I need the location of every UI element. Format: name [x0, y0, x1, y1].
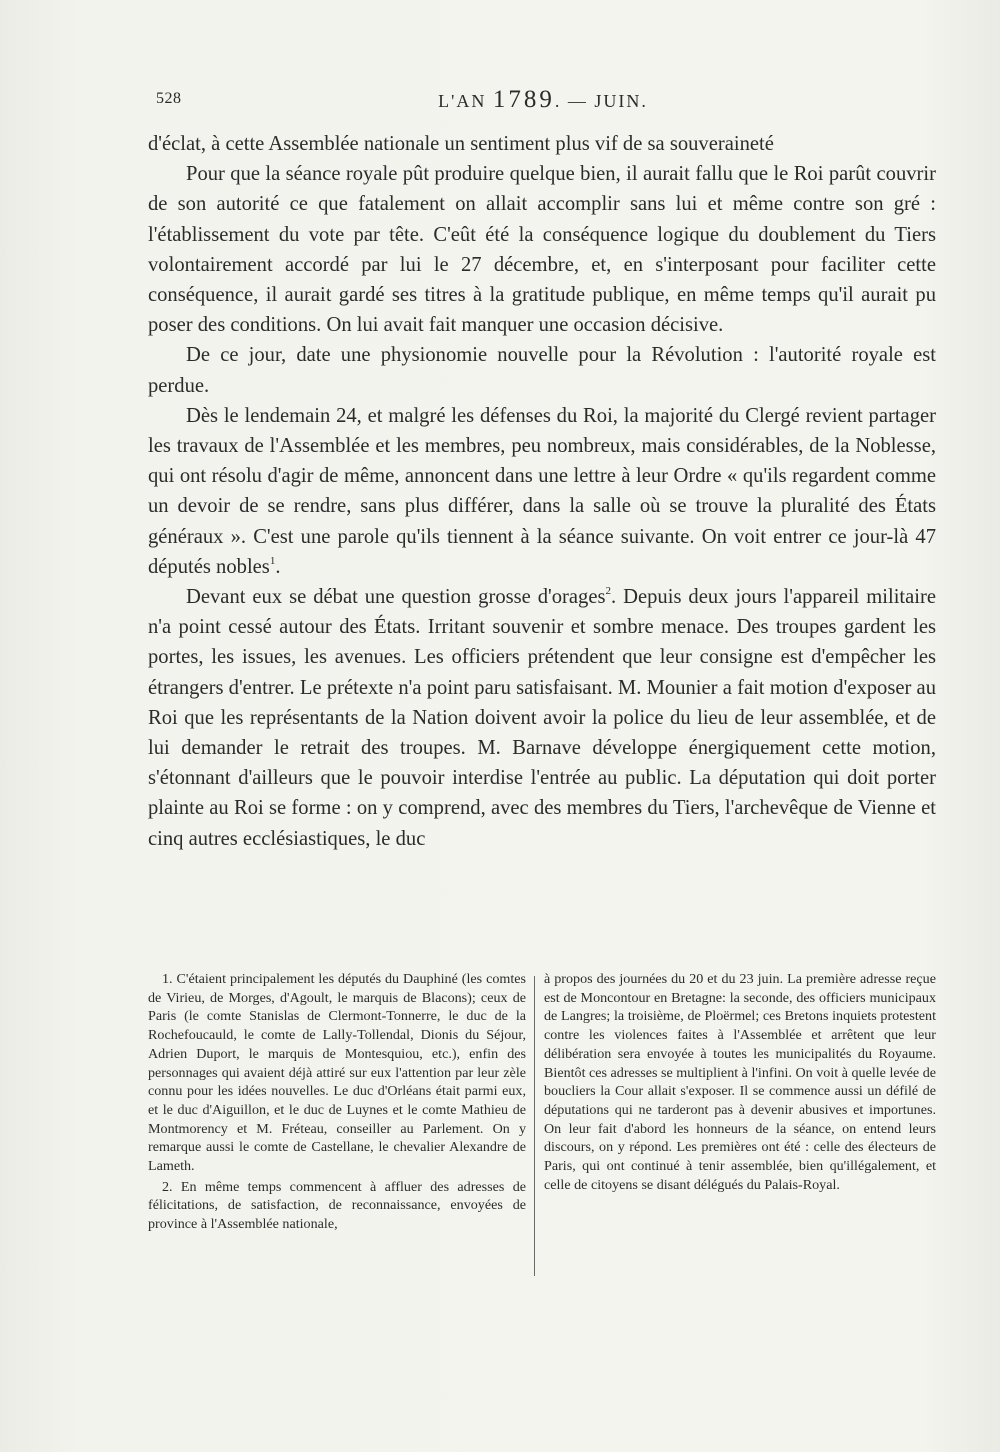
running-title-prefix: L'AN [438, 91, 487, 111]
paragraph-5-text-a: Devant eux se débat une question grosse d'orages [186, 586, 606, 609]
page-header [148, 86, 938, 118]
paragraph-1: d'éclat, à cette Assemblée nationale un sentiment plus vif de sa souveraineté [148, 133, 774, 155]
paragraph-3: De ce jour, date une physionomie nouvelle pour la Révolution : l'autorité royale est perdue. [148, 344, 936, 397]
running-title-suffix: . — JUIN. [554, 91, 648, 111]
footnotes [148, 970, 936, 1320]
footnote-column-right [544, 970, 936, 1194]
paragraph-2: Pour que la séance royale pût produire quelque bien, il aurait fallu que le Roi parût couvrir de son autorité ce que fatalement on allait accomplir sans lui et même contre son gré : l'établissement du vote par tête. C'eût été la conséquence logique du doublement du Tiers volontairement accordé par lui le 27 décembre, et, en s'interposant pour faciliter cette conséquence, il aurait gardé ses titres à la gratitude publique, en même temps qu'il aurait pu poser des conditions. On lui avait fait manquer une occasion décisive. [148, 163, 936, 337]
footnote-column-left [148, 970, 526, 1234]
paragraph-4 [148, 401, 936, 582]
footnote-ref-1[interactable]: 1 [269, 554, 276, 567]
page-number: 528 [156, 90, 182, 107]
paragraph-5-text-b: . Depuis deux jours l'appareil militaire n'a point cessé autour des États. Irritant souvenir et sombre menace. Des troupes gardent les portes, les issues, les avenues. Les officiers prétendent que leur consigne est d'empêcher les étrangers d'entrer. Le prétexte n'a point paru satisfaisant. M. Mounier a fait motion d'exposer au Roi que les représentants de la Nation doivent avoir la police du lieu de leur assemblée, et de lui demander le retrait des troupes. M. Barnave développe énergiquement cette motion, s'étonnant d'ailleurs que le pouvoir interdise l'entrée au public. La députation qui doit porter plainte au Roi se forme : on y comprend, avec des membres du Tiers, l'archevêque de Vienne et cinq autres ecclésiastiques, le duc [148, 586, 936, 850]
footnote-ref-2[interactable]: 2 [605, 585, 612, 598]
running-title-year: 1789 [492, 86, 555, 113]
paragraph-4-end: . [275, 555, 281, 578]
main-text [148, 129, 936, 854]
paragraph-4-text: Dès le lendemain 24, et malgré les défenses du Roi, la majorité du Clergé revient partager les travaux de l'Assemblée et les membres, peu nombreux, mais considérables, de la Noblesse, qui ont résolu d'agir de même, annoncent dans une lettre à leur Ordre « qu'ils regardent comme un devoir de se rendre, sans plus différer, dans la salle où se trouve la pluralité des États généraux ». C'est une parole qu'ils tiennent à la séance suivante. On voit entrer ce jour-là 47 députés nobles [148, 404, 936, 578]
paragraph-5 [148, 582, 936, 854]
footnote-1: 1. C'étaient principalement les députés du Dauphiné (les comtes de Virieu, de Morges, d'Agoult, le marquis de Blacons); ceux de Paris (le comte Stanislas de Clermont-Tonnerre, le duc de la Rochefoucauld, le comte de Lally-Tollendal, Dionis du Séjour, Adrien Duport, le marquis de Montesquiou, etc.), enfin des personnages qui avaient déjà attiré sur eux l'attention par leur zèle connu pour les idées nouvelles. Le duc d'Orléans était parmi eux, et le duc d'Aiguillon, et le duc de Luynes et le comte Mathieu de Montmorency et M. Fréteau, conseiller au Parlement. On y remarque aussi le comte de Castellane, le chevalier Alexandre de Lameth. [148, 971, 526, 1175]
footnote-2-continued: à propos des journées du 20 et du 23 juin. La première adresse reçue est de Moncontour en Bretagne: la seconde, des officiers municipaux de Langres; la troisième, de Ploërmel; ces Bretons inquiets protestent contre les violences faites à l'Assemblée et arrêtent que leur délibération sera envoyée à toutes les municipalités du Royaume. Bientôt ces adresses se multiplient à l'infini. On voit à quelle levée de boucliers la Cour allait s'exposer. Il se commence aussi un défilé de députations qui ne tarderont pas à devenir abusives et importunes. On leur fait d'abord les honneurs de la séance, on entend leurs discours, on y répond. Les premières ont été : celle des électeurs de Paris, qui ont continué à tenir assemblée, bien qu'illégalement, et celle de citoyens se disant délégués du Palais-Royal. [544, 971, 936, 1193]
running-title [148, 86, 938, 114]
column-divider [534, 976, 535, 1276]
footnote-2-start: 2. En même temps commencent à affluer des adresses de félicitations, de satisfaction, de reconnaissance, envoyées de province à l'Assemblée nationale, [148, 1178, 526, 1233]
